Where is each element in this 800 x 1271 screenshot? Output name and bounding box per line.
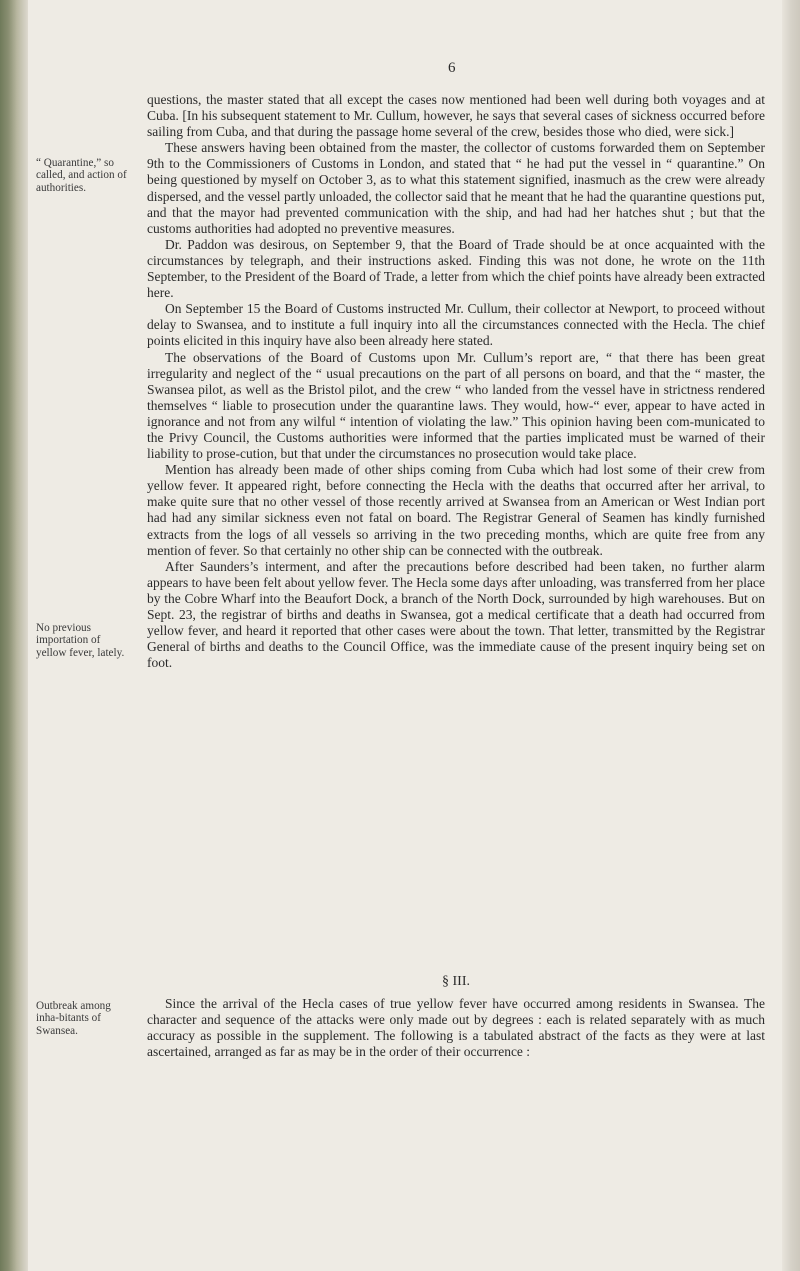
paragraph: After Saunders’s interment, and after the precautions before described had been taken, no further alarm appears to have been felt about yellow fever. The Hecla some days after unloading, was transferred from her place by the Cobre Wharf into the Beaufort Dock, a branch of the North Dock, surrounded by high warehouses. But on Sept. 23, the registrar of births and deaths in Swansea, got a medical certificate that a death had occurred from yellow fever, and heard it reported that other cases were about the town. That letter, transmitted by the Registrar General of births and deaths to the Council Office, was the immediate cause of the present inquiry being set on foot. bbox=[147, 558, 765, 671]
book-spine bbox=[0, 0, 28, 1271]
margin-note-outbreak: Outbreak among inha-bitants of Swansea. bbox=[36, 1000, 111, 1037]
paragraph: On September 15 the Board of Customs instructed Mr. Cullum, their collector at Newport, to proceed without delay to Swansea, and to institute a full inquiry into all the circumstances connected with the Hecla. The chief points elicited in this inquiry have also been already here stated. bbox=[147, 301, 765, 349]
page-edge bbox=[782, 0, 800, 1271]
paragraph: The observations of the Board of Customs upon Mr. Cullum’s report are, “ that there has been great irregularity and neglect of the “ usual precautions on the part of all persons on board, and that the “ master, the Swansea pilot, as well as the Bristol pilot, and the crew “ who landed from the vessel have in strictness rendered themselves “ liable to prosecution under the quarantine laws. They would, how-“ ever, appear to have acted in ignorance and not from any wilful “ intention of violating the law.” This opinion having been com-municated to the Privy Council, the Customs authorities were informed that the parties implicated must be warned of their liability to prose-cution, but that under the circumstances no prosecution would take place. bbox=[147, 349, 765, 462]
paragraph: Mention has already been made of other ships coming from Cuba which had lost some of their crew from yellow fever. It appeared right, before connecting the Hecla with the deaths that occurred after her arrival, to make quite sure that no other vessel of those recently arrived at Swansea from an American or West Indian port had had any similar sickness even not fatal on board. The Registrar General of Seamen has kindly furnished extracts from the logs of all vessels so arriving in the two preceding months, which are quite free from any mention of fever. So that certainly no other ship can be connected with the outbreak. bbox=[147, 462, 765, 558]
paragraph: Since the arrival of the Hecla cases of true yellow fever have occurred among residents in Swansea. The character and sequence of the attacks were only made out by degrees : each is related separately with as much accuracy as possible in the supplement. The following is a tabulated abstract of the facts as they were at last ascertained, arranged as far as may be in the order of their occurrence : bbox=[147, 996, 765, 1060]
paragraph: Dr. Paddon was desirous, on September 9, that the Board of Trade should be at once acquainted with the circumstances by telegraph, and their instructions asked. Finding this was not done, he wrote on the 11th September, to the President of the Board of Trade, a letter from which the chief points have already been extracted here. bbox=[147, 236, 765, 301]
margin-note-quarantine: “ Quarantine,” so called, and action of authorities. bbox=[36, 157, 127, 194]
page-number: 6 bbox=[448, 60, 456, 76]
body-text-upper bbox=[147, 92, 765, 671]
margin-note-previous-importation: No previous importation of yellow fever, lately. bbox=[36, 622, 125, 659]
section-heading: § III. bbox=[442, 974, 470, 989]
paragraph: questions, the master stated that all except the cases now mentioned had been well during both voyages and at Cuba. [In his subsequent statement to Mr. Cullum, however, he says that several cases of sickness occurred before sailing from Cuba, and that during the passage home several of the crew, besides those who died, were sick.] bbox=[147, 92, 765, 140]
body-text-lower bbox=[147, 996, 765, 1060]
paragraph: These answers having been obtained from the master, the collector of customs forwarded them on September 9th to the Commissioners of Customs in London, and stated that “ he had put the vessel in “ quarantine.” On being questioned by myself on October 3, as to what this statement signified, inasmuch as the crew were already dispersed, and the vessel partly unloaded, the collector said that he meant that he had the quarantine questions put, and that the mayor had prevented communication with the ship, and had had her hatches shut ; but that the customs authorities had adopted no preventive measures. bbox=[147, 140, 765, 236]
